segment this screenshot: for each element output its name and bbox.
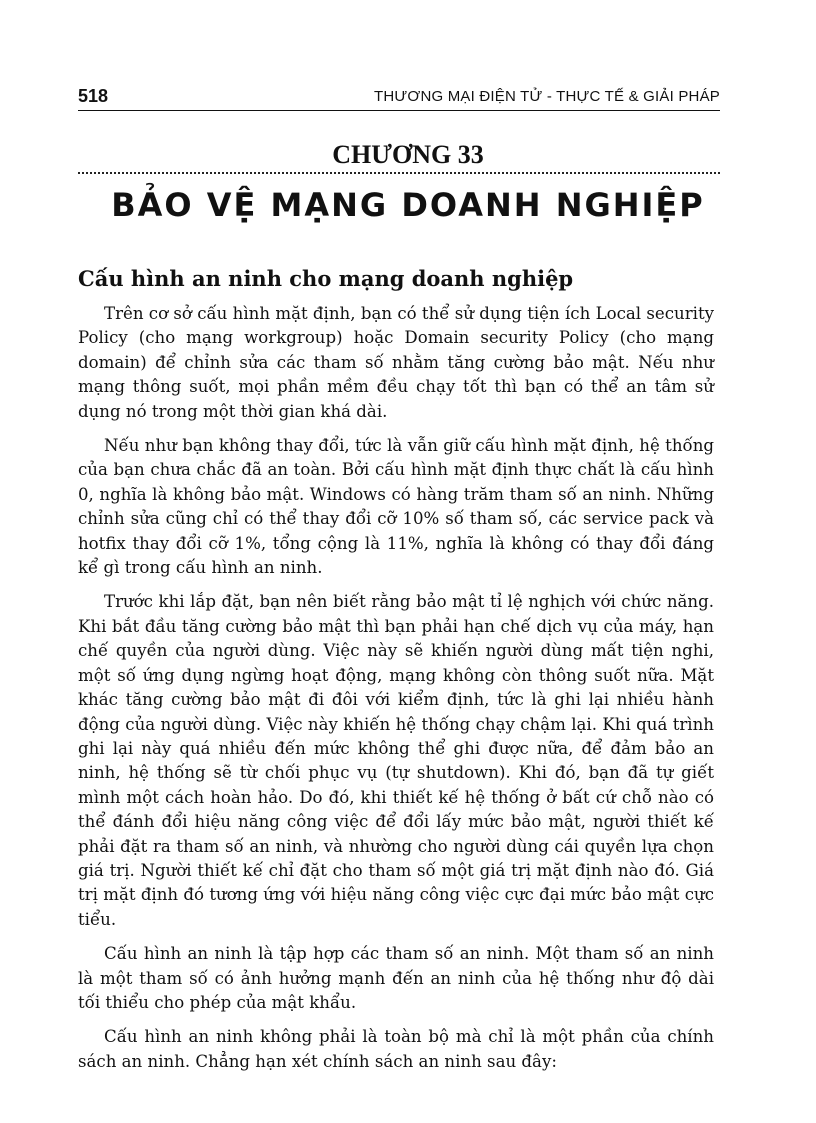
dotted-divider [78,172,720,174]
page-number: 518 [78,86,109,106]
section-heading: Cấu hình an ninh cho mạng doanh nghiệp [78,266,574,291]
body-text [78,302,714,1084]
paragraph: Cấu hình an ninh là tập hợp các tham số an ninh. Một tham số an ninh là một tham số có ảnh hưởng mạnh đến an ninh của hệ thống như độ dài tối thiểu cho phép của mật khẩu. [78,944,714,1012]
page-header [78,84,720,111]
chapter-title: BẢO VỆ MẠNG DOANH NGHIỆP [111,186,705,224]
paragraph: Nếu như bạn không thay đổi, tức là vẫn giữ cấu hình mặt định, hệ thống của bạn chưa chắc đã an toàn. Bởi cấu hình mặt định thực chất là cấu hình 0, nghĩa là không bảo mật. Windows có hàng trăm tham số an ninh. Những chỉnh sửa cũng chỉ có thể thay đổi cỡ 10% số tham số, các service pack và hotfix thay đổi cỡ 1%, tổng cộng là 11%, nghĩa là không có thay đổi đáng kể gì trong cấu hình an ninh. [78,436,714,578]
running-title: THƯƠNG MẠI ĐIỆN TỬ - THỰC TẾ & GIẢI PHÁP [374,88,720,105]
paragraph: Trên cơ sở cấu hình mặt định, bạn có thể sử dụng tiện ích Local security Policy (cho mạng workgroup) hoặc Domain security Policy (cho mạng domain) để chỉnh sửa các tham số nhằm tăng cường bảo mật. Nếu như mạng thông suốt, mọi phần mềm đều chạy tốt thì bạn có thể an tâm sử dụng nó trong một thời gian khá dài. [78,304,714,421]
chapter-number: CHƯƠNG 33 [332,140,484,169]
paragraph: Trước khi lắp đặt, bạn nên biết rằng bảo mật tỉ lệ nghịch với chức năng. Khi bắt đầu tăng cường bảo mật thì bạn phải hạn chế dịch vụ của máy, hạn chế quyền của người dùng. Việc này sẽ khiến người dùng mất tiện nghi, một số ứng dụng ngừng hoạt động, mạng không còn thông suốt nữa. Mặt khác tăng cường bảo mật đi đôi với kiểm định, tức là ghi lại nhiều hành động của người dùng. Việc này khiến hệ thống chạy chậm lại. Khi quá trình ghi lại này quá nhiều đến mức không thể ghi được nữa, để đảm bảo an ninh, hệ thống sẽ từ chối phục vụ (tự shutdown). Khi đó, bạn đã tự giết mình một cách hoàn hảo. Do đó, khi thiết kế hệ thống ở bất cứ chỗ nào có thể đánh đổi hiệu năng công việc để đổi lấy mức bảo mật, người thiết kế phải đặt ra tham số an ninh, và nhường cho người dùng cái quyền lựa chọn giá trị. Người thiết kế chỉ đặt cho tham số một giá trị mặt định nào đó. Giá trị mặt định đó tương ứng với hiệu năng công việc cực đại mức bảo mật cực tiểu. [78,592,714,929]
paragraph: Cấu hình an ninh không phải là toàn bộ mà chỉ là một phần của chính sách an ninh. Chẳng hạn xét chính sách an ninh sau đây: [78,1027,714,1071]
